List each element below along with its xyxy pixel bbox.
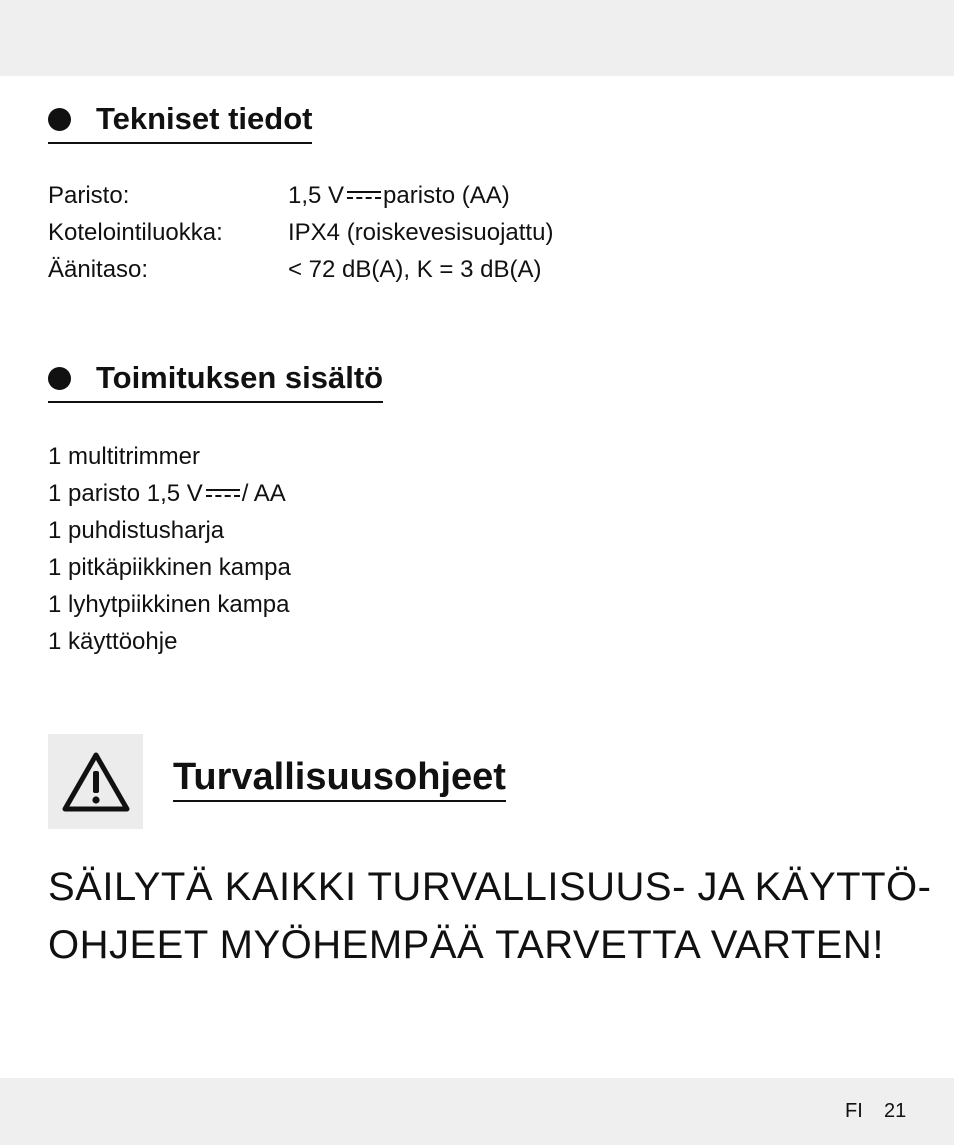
notice-line: SÄILYTÄ KAIKKI TURVALLISUUS- JA KÄYTTÖ-	[48, 865, 932, 909]
technical-heading	[48, 100, 312, 144]
list-item	[48, 475, 291, 512]
spec-row-protection	[48, 214, 553, 251]
list-item: 1 multitrimmer	[48, 443, 201, 470]
spec-value-voltage: 1,5 V	[288, 182, 345, 209]
dc-symbol-icon	[206, 487, 240, 499]
notice-line: OHJEET MYÖHEMPÄÄ TARVETTA VARTEN!	[48, 923, 884, 967]
list-item-text: / AA	[241, 480, 286, 507]
spec-label: Paristo:	[48, 182, 130, 209]
list-item: 1 käyttöohje	[48, 628, 178, 655]
delivery-list	[48, 438, 291, 660]
language-code: FI	[845, 1100, 863, 1122]
list-item: 1 pitkäpiikkinen kampa	[48, 554, 291, 581]
top-margin-band	[0, 0, 954, 76]
page-number: 21	[884, 1100, 907, 1122]
list-item-text: 1 paristo 1,5 V	[48, 480, 203, 507]
bullet-icon	[48, 367, 71, 390]
safety-title: Turvallisuusohjeet	[173, 754, 506, 802]
warning-box	[48, 734, 143, 829]
spec-value	[288, 177, 510, 214]
dc-symbol-icon	[347, 189, 381, 201]
safety-notice	[48, 858, 932, 974]
spec-value-type: paristo (AA)	[383, 182, 510, 209]
technical-title: Tekniset tiedot	[96, 101, 313, 136]
spec-label: Äänitaso:	[48, 256, 149, 283]
delivery-title: Toimituksen sisältö	[96, 360, 384, 395]
spec-row-noise	[48, 251, 553, 288]
bottom-margin-band	[0, 1078, 954, 1145]
delivery-heading	[48, 359, 383, 403]
list-item: 1 puhdistusharja	[48, 517, 225, 544]
spec-row-battery	[48, 177, 553, 214]
bullet-icon	[48, 108, 71, 131]
list-item: 1 lyhytpiikkinen kampa	[48, 591, 290, 618]
warning-triangle-icon	[61, 751, 131, 813]
spec-label: Kotelointiluokka:	[48, 219, 223, 246]
technical-specs	[48, 177, 553, 288]
spec-value: IPX4 (roiskevesisuojattu)	[288, 219, 554, 246]
spec-value: < 72 dB(A), K = 3 dB(A)	[288, 256, 542, 283]
